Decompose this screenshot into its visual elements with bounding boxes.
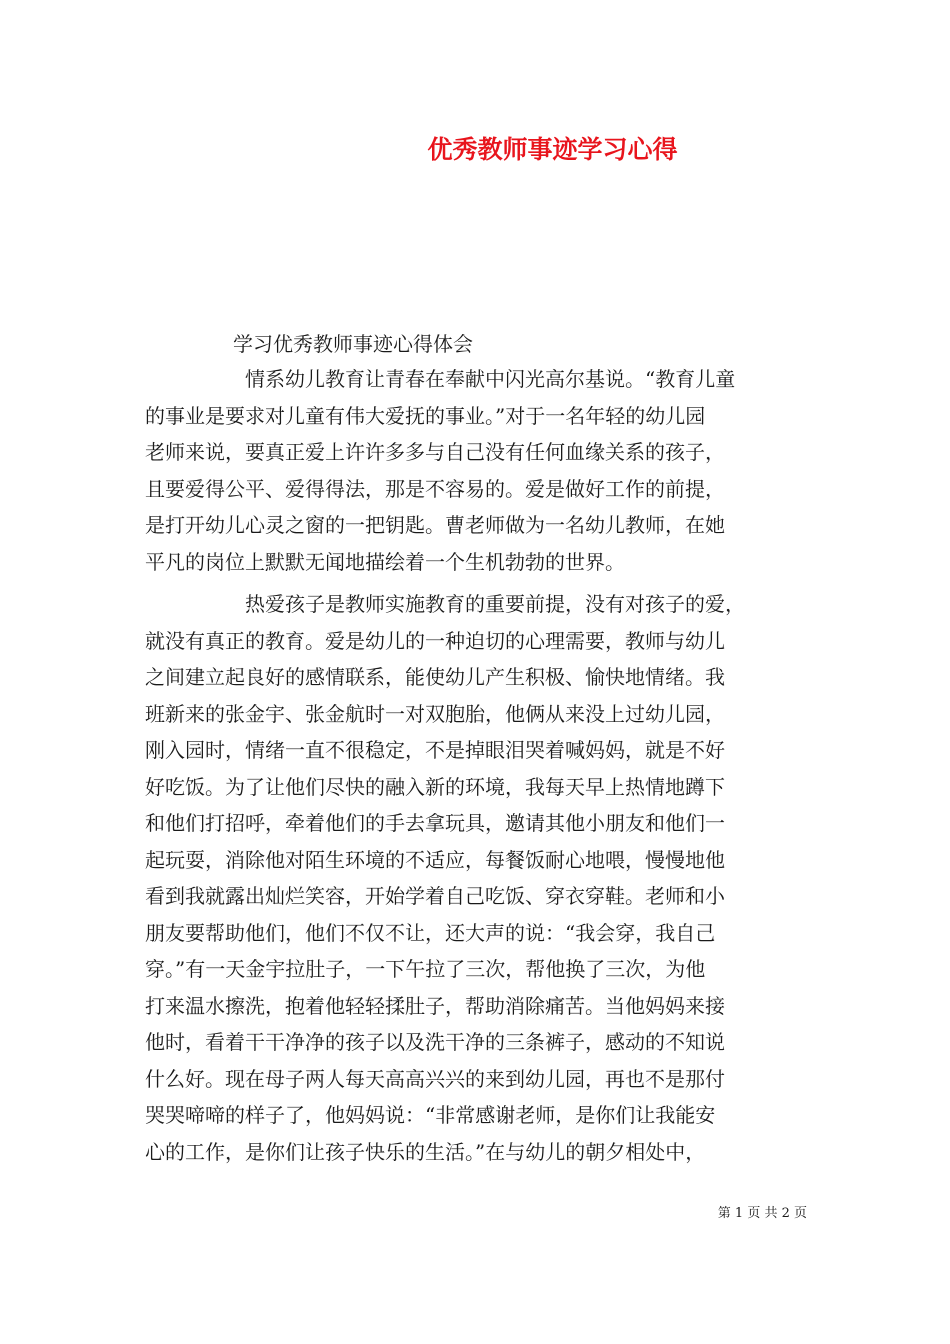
paragraph-2 (145, 586, 810, 1170)
paragraph-1-line: 的事业是要求对儿童有伟大爱抚的事业。”对于一名年轻的幼儿园 (145, 403, 706, 428)
paragraph-1-line: 情系幼儿教育让青春在奉献中闪光高尔基说。“教育儿童 (245, 367, 736, 391)
paragraph-2-line: 穿。”有一天金宇拉肚子，一下午拉了三次，帮他换了三次，为他 (145, 957, 706, 981)
paragraph-2-line: 和他们打招呼，牵着他们的手去拿玩具，邀请其他小朋友和他们一 (145, 811, 725, 835)
paragraph-1 (145, 361, 810, 580)
paragraph-1-line: 是打开幼儿心灵之窗的一把钥匙。曹老师做为一名幼儿教师，在她 (145, 513, 725, 537)
document-body (145, 327, 810, 1170)
paragraph-2-line: 心的工作，是你们让孩子快乐的生活。”在与幼儿的朝夕相处中， (145, 1139, 706, 1164)
paragraph-1-line: 老师来说，要真正爱上许许多多与自己没有任何血缘关系的孩子， (145, 440, 725, 464)
paragraph-2-line: 打来温水擦洗，抱着他轻轻揉肚子，帮助消除痛苦。当他妈妈来接 (145, 993, 725, 1018)
paragraph-2-line: 刚入园时，情绪一直不很稳定，不是掉眼泪哭着喊妈妈，就是不好 (145, 738, 725, 762)
paragraph-2-line: 看到我就露出灿烂笑容，开始学着自己吃饭、穿衣穿鞋。老师和小 (145, 884, 725, 908)
paragraph-2-line: 班新来的张金宇、张金航时一对双胞胎，他俩从来没上过幼儿园， (145, 701, 725, 726)
paragraph-2-line: 哭哭啼啼的样子了，他妈妈说：“非常感谢老师，是你们让我能安 (145, 1103, 716, 1127)
paragraph-2-line: 朋友要帮助他们，他们不仅不让，还大声的说：“我会穿，我自己 (145, 920, 716, 945)
paragraph-2-line: 之间建立起良好的感情联系，能使幼儿产生积极、愉快地情绪。我 (145, 665, 725, 689)
paragraph-1-line: 且要爱得公平、爱得得法，那是不容易的。爱是做好工作的前提， (145, 476, 725, 501)
paragraph-2-line: 他时，看着干干净净的孩子以及洗干净的三条裤子，感动的不知说 (145, 1030, 725, 1054)
paragraph-2-line: 什么好。现在母子两人每天高高兴兴的来到幼儿园，再也不是那付 (145, 1066, 725, 1091)
paragraph-2-line: 好吃饭。为了让他们尽快的融入新的环境，我每天早上热情地蹲下 (145, 774, 725, 799)
paragraph-2-line: 起玩耍，消除他对陌生环境的不适应，每餐饭耐心地喂，慢慢地他 (145, 847, 725, 872)
paragraph-2-line: 就没有真正的教育。爱是幼儿的一种迫切的心理需要，教师与幼儿 (145, 628, 725, 653)
page-number: 第 1 页 共 2 页 (717, 1206, 807, 1221)
paragraph-1-line: 平凡的岗位上默默无闻地描绘着一个生机勃勃的世界。 (145, 549, 625, 574)
paragraph-2-line: 热爱孩子是教师实施教育的重要前提，没有对孩子的爱， (245, 592, 745, 616)
document-title: 优秀教师事迹学习心得 (427, 135, 678, 164)
subheading: 学习优秀教师事迹心得体会 (233, 332, 473, 356)
